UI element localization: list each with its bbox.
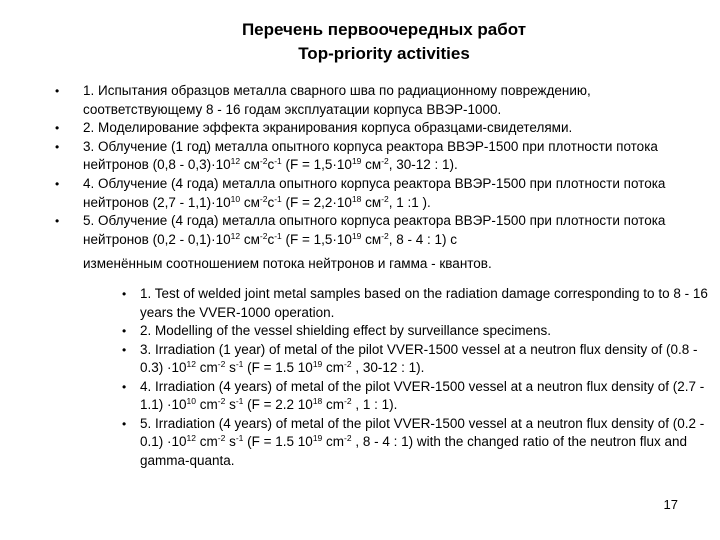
item-text: 1. Test of welded joint metal samples based on the radiation damage corresponding to to 8 - 16 years the VVER-1000 operation. [140, 286, 708, 320]
list-item [55, 82, 683, 119]
page-number: 17 [663, 497, 678, 512]
item-text: 2. Моделирование эффекта экранирования корпуса образцами-свидетелями. [83, 120, 573, 136]
bullet-icon: • [122, 379, 127, 394]
bullet-icon: • [55, 84, 60, 98]
list-item [122, 415, 710, 471]
item-text: 4. Irradiation (4 years) of metal of the pilot VVER-1500 vessel at a neutron flux density of $(2.7 - 1.1) \cdot 10^{10}$ $cm^{-2}$ $s^{-1}$ (F = 2.2 $10^{18}$ $cm^{-2}$ , 1 : 1). [140, 378, 705, 412]
item-text: 2. Modelling of the vessel shielding effect by surveillance specimens. [140, 323, 551, 338]
slide-title [0, 18, 720, 66]
item-text: 5. Irradiation (4 years) of metal of the pilot VVER-1500 vessel at a neutron flux density of $(0.2 - 0.1) \cdot 10^{12}$ $cm^{-2}$ $s^{-1}$ (F = 1.5 $10^{19}$ $cm^{-2}$ , 8 - 4 : 1) with the changed ratio of the neutron flux and gamma-quanta. [140, 415, 705, 468]
title-english: Top-priority activities [298, 44, 470, 63]
bullet-icon: • [55, 176, 60, 191]
list-item [55, 119, 683, 138]
list-item [55, 138, 683, 175]
list-item [55, 175, 683, 212]
bullet-icon: • [55, 121, 60, 136]
list-item [122, 341, 710, 378]
list-item [55, 212, 683, 249]
english-activity-list [122, 285, 710, 470]
item-text: 3. Irradiation (1 year) of metal of the pilot VVER-1500 vessel at a neutron flux density of $(0.8 - 0.3) \cdot 10^{12}$ $cm^{-2}$ $s^{-1}$ (F = 1.5 $10^{19}$ $cm^{-2}$ , 30-12 : 1). [140, 341, 698, 375]
list-item [122, 322, 710, 341]
bullet-icon: • [122, 287, 127, 301]
item-text: 3. Облучение (1 год) металла опытного корпуса реактора ВВЭР-1500 при плотности потока нейтронов $(0,8 - 0,3)\cdot 10^{12}$ $см^{-2}с^{-1}$ ($F = 1,5\cdot 10^{19}$ $см^{-2}$, 30-12 : 1). [83, 138, 658, 173]
bullet-icon: • [55, 139, 60, 154]
list-item [122, 378, 710, 415]
title-russian: Перечень первоочередных работ [241, 20, 527, 39]
bullet-icon: • [122, 342, 127, 357]
item-text: 4. Облучение (4 года) металла опытного корпуса реактора ВВЭР-1500 при плотности потока нейтронов $(2,7 - 1,1)\cdot 10^{10}$ $см^{-2}с^{-1}$ ($F = 2,2\cdot 10^{18}$ $см^{-2}$, 1 :1 ). [83, 175, 666, 210]
bullet-icon: • [122, 416, 127, 431]
russian-list-continuation: изменённым соотношением потока нейтронов и гамма - квантов. [83, 256, 492, 271]
item-text: 5. Облучение (4 года) металла опытного корпуса реактора ВВЭР-1500 при плотности потока нейтронов $(0,2 - 0,1)\cdot 10^{12}$ $см^{-2}с^{-1}$ ($F = 1,5\cdot 10^{19}$ $см^{-2}$, 8 - 4 : 1) с [83, 213, 666, 247]
russian-activity-list [55, 82, 683, 249]
list-item [122, 285, 710, 322]
item-text: 1. Испытания образцов металла сварного шва по радиационному повреждению, соответствующему 8 - 16 годам эксплуатации корпуса ВВЭР-1000. [83, 83, 591, 117]
bullet-icon: • [122, 324, 127, 338]
bullet-icon: • [55, 214, 60, 229]
